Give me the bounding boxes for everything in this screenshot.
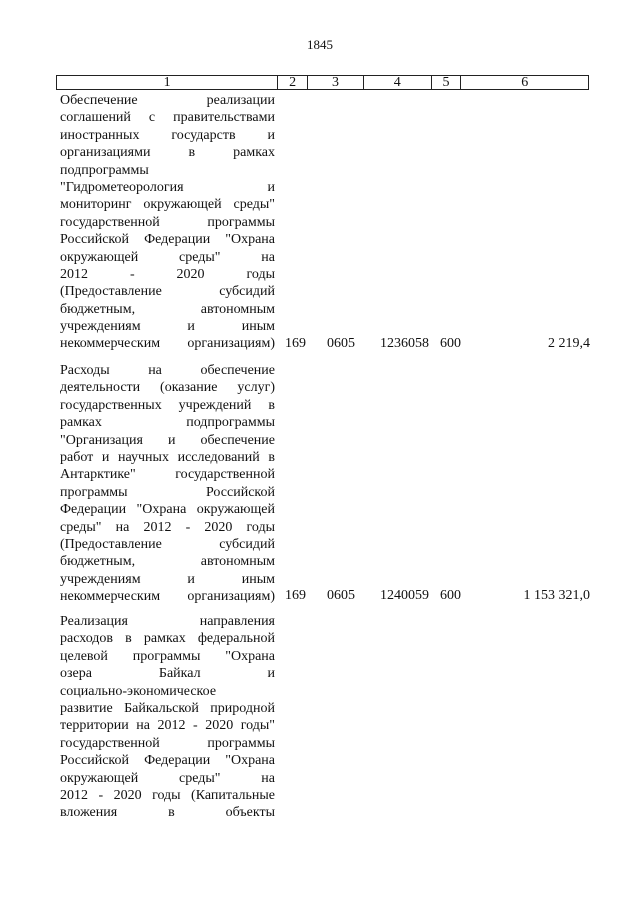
description-line: озера Байкал и: [60, 666, 275, 682]
cell-gr: 169: [285, 335, 306, 351]
description-line: (Предоставление субсидий: [60, 536, 275, 552]
description-line: государственных учреждений в: [60, 397, 275, 413]
cell-sum: 1 153 321,0: [523, 588, 590, 604]
description-line: мониторинг окружающей среды": [60, 197, 275, 213]
cell-gr: 169: [285, 588, 306, 604]
description-line: вложения в объекты: [60, 805, 275, 821]
table-row: [60, 613, 590, 822]
description-line: Реализация направления: [60, 614, 275, 629]
description-line: государственной программы: [60, 214, 275, 230]
description-line: бюджетным, автономным: [60, 301, 275, 317]
description-line: некоммерческим организациям): [60, 336, 275, 352]
description-line: соглашений с правительствами: [60, 110, 275, 126]
description-line: "Организация и обеспечение: [60, 432, 275, 448]
cell-cs: 1240059: [380, 588, 429, 604]
column-header-6: 6: [521, 75, 529, 90]
description-line: организациями в рамках: [60, 145, 275, 161]
column-header-1: 1: [57, 76, 278, 89]
description-line: территории на 2012 - 2020 годы": [60, 718, 275, 734]
table-header-row: [56, 75, 589, 90]
description-line: работ и научных исследований в: [60, 449, 275, 465]
description-line: учреждениям и иным: [60, 571, 275, 587]
description-line: окружающей среды" на: [60, 770, 275, 786]
description-line: государственной программы: [60, 735, 275, 751]
description-line: некоммерческим организациям): [60, 589, 275, 605]
column-header-4: 4: [364, 76, 432, 89]
page-number: 1845: [307, 37, 333, 52]
column-header-5: 5: [432, 76, 462, 89]
description-line: Антарктике" государственной: [60, 467, 275, 483]
description-line: среды" на 2012 - 2020 годы: [60, 519, 275, 535]
description-line: деятельности (оказание услуг): [60, 380, 275, 396]
cell-sum: 2 219,4: [548, 335, 590, 351]
description-line: (Предоставление субсидий: [60, 284, 275, 300]
table-row: [60, 92, 590, 353]
column-header-3: 3: [308, 76, 364, 89]
description-line: целевой программы "Охрана: [60, 648, 275, 664]
description-line: окружающей среды" на: [60, 249, 275, 265]
description-line: "Гидрометеорология и: [60, 179, 275, 195]
description-line: расходов в рамках федеральной: [60, 631, 275, 647]
description-line: подпрограммы: [60, 162, 149, 178]
column-header-2: 2: [278, 76, 308, 89]
row-values: [60, 336, 590, 353]
description-line: Расходы на обеспечение: [60, 363, 275, 378]
cell-vr: 600: [440, 588, 461, 604]
description-line: Обеспечение реализации: [60, 93, 275, 108]
description-line: Федерации "Охрана окружающей: [60, 502, 275, 518]
row-description: [60, 92, 275, 353]
description-line: социально-экономическое: [60, 683, 217, 699]
row-description: [60, 613, 275, 822]
description-line: иностранных государств и: [60, 127, 275, 143]
description-line: Российской Федерации "Охрана: [60, 753, 275, 769]
description-line: рамках подпрограммы: [60, 415, 275, 431]
description-line: 2012 - 2020 годы (Капитальные: [60, 787, 275, 803]
description-line: программы Российской: [60, 484, 275, 500]
description-line: развитие Байкальской природной: [60, 700, 275, 716]
table-row: [60, 362, 590, 605]
cell-cs: 1236058: [380, 335, 429, 351]
row-values: [60, 588, 590, 605]
cell-vr: 600: [440, 335, 461, 351]
description-line: бюджетным, автономным: [60, 554, 275, 570]
cell-rz: 0605: [327, 588, 355, 604]
description-line: учреждениям и иным: [60, 319, 275, 335]
description-line: 2012 - 2020 годы: [60, 266, 275, 282]
cell-rz: 0605: [327, 335, 355, 351]
row-description: [60, 362, 275, 605]
description-line: Российской Федерации "Охрана: [60, 232, 275, 248]
